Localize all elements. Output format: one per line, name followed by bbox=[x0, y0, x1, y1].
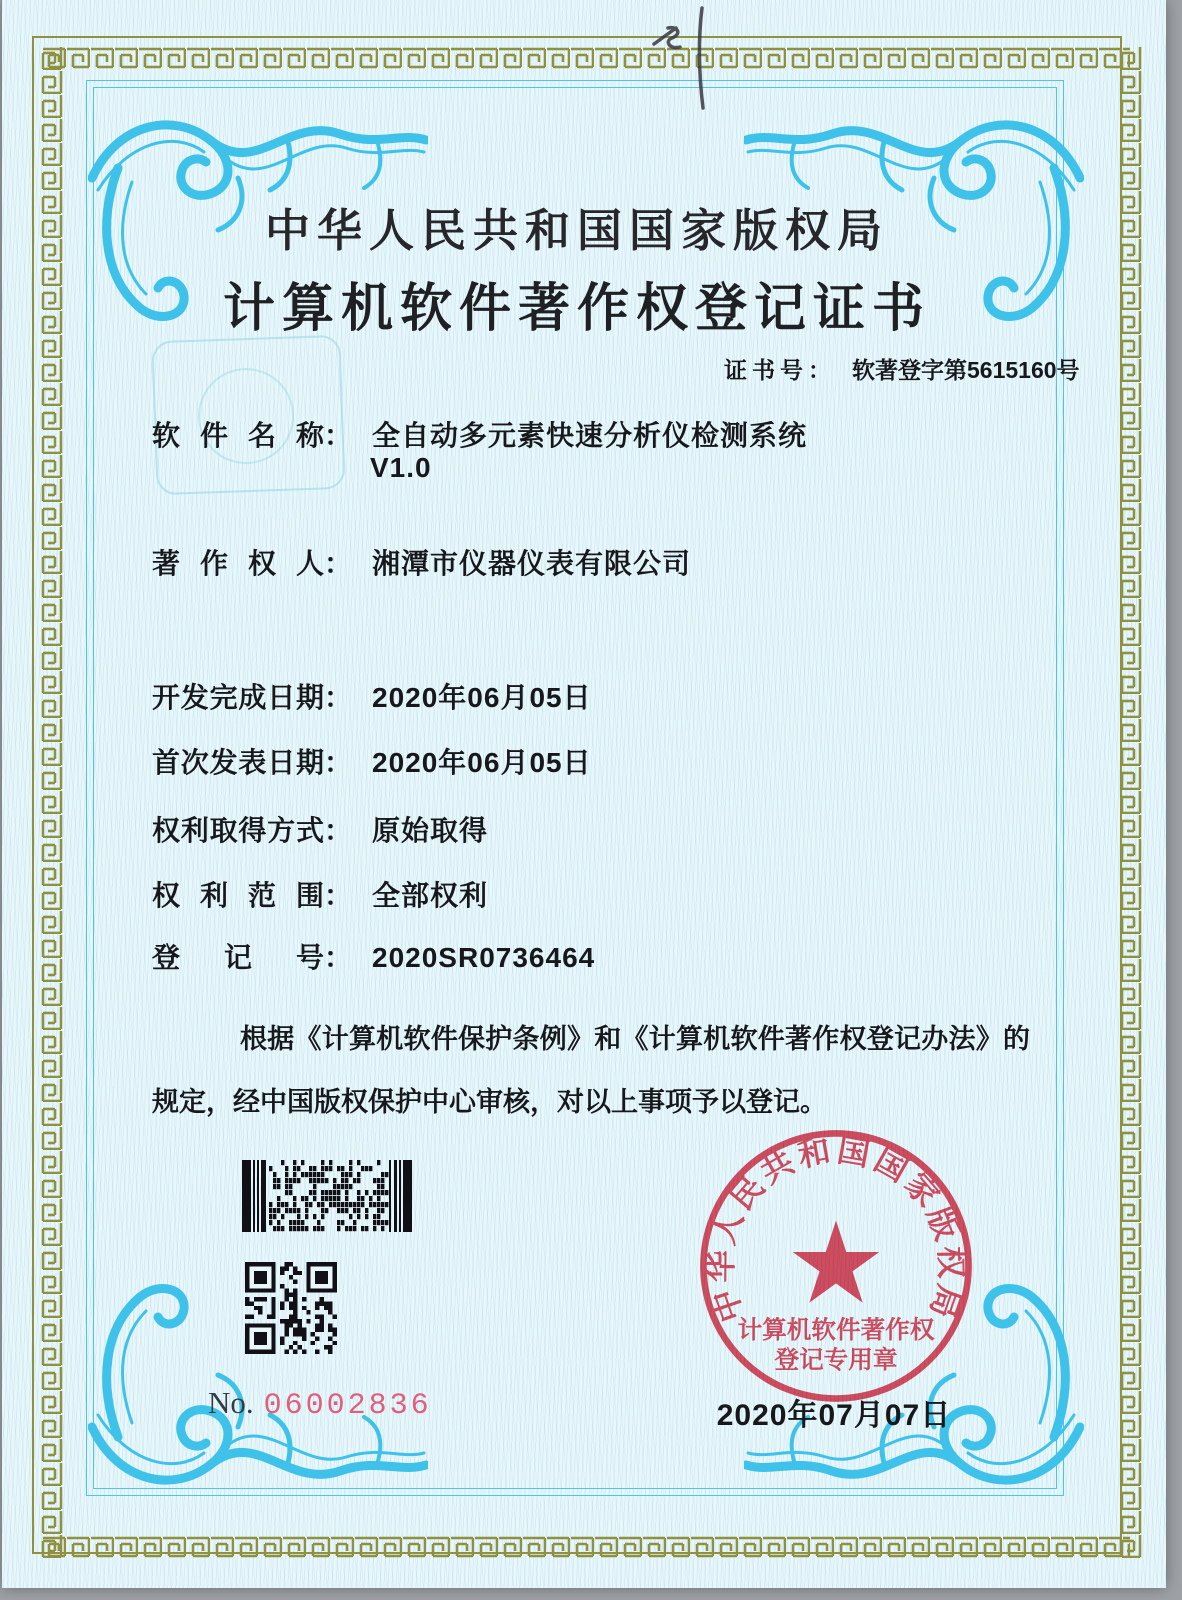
field-value: 2020年06月05日 bbox=[372, 682, 592, 713]
registration-statement: 根据《计算机软件保护条例》和《计算机软件著作权登记办法》的规定，经中国版权保护中心审核，对以上事项予以登记。 bbox=[152, 1024, 1030, 1117]
issue-date: 2020年07月07日 bbox=[716, 1399, 952, 1432]
official-seal bbox=[694, 1124, 978, 1408]
serial-prefix: No. bbox=[208, 1385, 254, 1420]
serial-number-line bbox=[208, 1385, 432, 1423]
field-value: 原始取得 bbox=[372, 815, 489, 846]
field-colon: ： bbox=[324, 747, 353, 778]
field-row-copyright-owner bbox=[152, 542, 691, 582]
field-row-rights-acquisition bbox=[152, 809, 488, 849]
field-colon: ： bbox=[324, 942, 353, 973]
certificate-number-label: 证书号： bbox=[724, 357, 836, 383]
field-row-registration-number bbox=[152, 936, 595, 976]
certificate-title: 计算机软件著作权登记证书 bbox=[222, 281, 931, 338]
issuing-authority-title: 中华人民共和国国家版权局 bbox=[264, 206, 889, 256]
field-label: 权利范围 bbox=[152, 880, 324, 911]
field-label: 著作权人 bbox=[152, 548, 324, 579]
certificate-number-line bbox=[724, 352, 1080, 385]
field-label: 开发完成日期 bbox=[152, 682, 324, 713]
meander-border-top bbox=[42, 46, 1130, 70]
field-value: 全部权利 bbox=[372, 880, 489, 911]
software-version: V1.0 bbox=[370, 452, 432, 483]
meander-border-bottom bbox=[42, 1535, 1130, 1559]
field-row-rights-scope bbox=[152, 874, 488, 914]
field-colon: ： bbox=[324, 815, 353, 846]
field-colon: ： bbox=[324, 682, 353, 713]
barcode-image bbox=[242, 1160, 412, 1232]
field-label: 登记号 bbox=[152, 942, 324, 973]
certificate-number-value: 软著登字第5615160号 bbox=[852, 357, 1080, 383]
field-value: 全自动多元素快速分析仪检测系统 bbox=[372, 420, 808, 451]
seal-ring-text: 中华人民共和国国家版权局 bbox=[702, 1131, 970, 1327]
field-value: 2020年06月05日 bbox=[372, 747, 592, 778]
serial-number: 06002836 bbox=[263, 1389, 432, 1423]
qr-code-image bbox=[245, 1262, 337, 1354]
field-row-dev-complete-date bbox=[152, 676, 592, 716]
field-value: 湘潭市仪器仪表有限公司 bbox=[372, 548, 692, 579]
field-colon: ： bbox=[324, 880, 353, 911]
seal-caption-line2: 登记专用章 bbox=[774, 1347, 898, 1375]
field-row-software-name bbox=[152, 414, 807, 454]
field-label: 权利取得方式 bbox=[152, 815, 324, 846]
field-colon: ： bbox=[324, 548, 353, 579]
seal-caption-line1: 计算机软件著作权 bbox=[737, 1316, 935, 1344]
field-value: 2020SR0736464 bbox=[372, 942, 596, 973]
star-icon bbox=[793, 1221, 880, 1303]
certificate-paper bbox=[2, 0, 1166, 1588]
pen-mark bbox=[602, 0, 742, 110]
field-label: 首次发表日期 bbox=[152, 747, 324, 778]
field-label: 软件名称 bbox=[152, 420, 324, 451]
field-colon: ： bbox=[324, 420, 353, 451]
field-row-first-publish-date bbox=[152, 741, 592, 781]
